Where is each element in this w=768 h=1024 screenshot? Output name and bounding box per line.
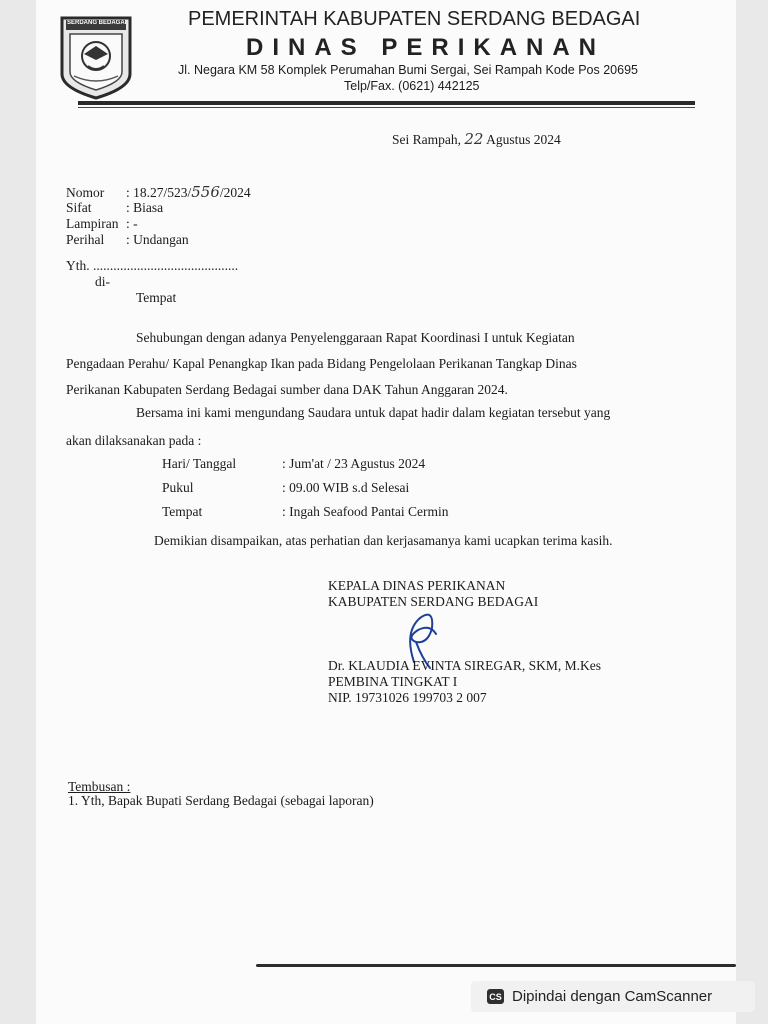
agency-name: DINAS PERIKANAN (246, 34, 606, 61)
recipient-yth: Yth. ........................................... (66, 258, 239, 273)
perihal-label: Perihal (66, 232, 105, 247)
sifat-row (66, 200, 163, 216)
nomor-number-handwritten: 556 (191, 183, 220, 201)
lampiran-value: : - (126, 216, 138, 231)
paragraph1-line3: Perikanan Kabupaten Serdang Bedagai sumber dana DAK Tahun Anggaran 2024. (66, 382, 508, 397)
regency-emblem-logo (58, 14, 134, 100)
paragraph2-line2: akan dilaksanakan pada : (66, 433, 202, 448)
detail-value: : 09.00 WIB s.d Selesai (282, 480, 410, 495)
signer-title-2: KABUPATEN SERDANG BEDAGAI (328, 594, 539, 609)
logo-label: SERDANG BEDAGAI (67, 20, 127, 26)
date-place: Sei Rampah, (392, 132, 461, 147)
date-day-handwritten: 22 (464, 130, 484, 148)
paragraph2-line1: Bersama ini kami mengundang Saudara untuk dapat hadir dalam kegiatan tersebut yang (136, 405, 611, 420)
nomor-row (66, 183, 251, 201)
detail-label: Tempat (162, 504, 203, 519)
perihal-row (66, 232, 189, 248)
recipient-tempat: Tempat (136, 290, 177, 305)
tembusan-label: Tembusan : (68, 779, 131, 794)
letter-date (392, 130, 561, 148)
detail-label: Pukul (162, 480, 194, 495)
signer-nip: NIP. 19731026 199703 2 007 (328, 690, 487, 705)
camscanner-icon: CS (487, 989, 504, 1004)
nomor-label: Nomor (66, 185, 105, 200)
header-divider-thick (78, 101, 695, 105)
detail-value: : Jum'at / 23 Agustus 2024 (282, 456, 426, 471)
lampiran-label: Lampiran (66, 216, 119, 231)
agency-phone: Telp/Fax. (0621) 442125 (344, 79, 480, 93)
perihal-value: : Undangan (126, 232, 189, 247)
paragraph1-line2: Pengadaan Perahu/ Kapal Penangkap Ikan pada Bidang Pengelolaan Perikanan Tangkap Dinas (66, 356, 577, 371)
signer-name: Dr. KLAUDIA EVINTA SIREGAR, SKM, M.Kes (328, 658, 602, 673)
date-month-year: Agustus 2024 (486, 132, 561, 147)
paragraph1-line1: Sehubungan dengan adanya Penyelenggaraan Rapat Koordinasi I untuk Kegiatan (136, 330, 575, 345)
detail-label: Hari/ Tanggal (162, 456, 237, 471)
camscanner-watermark (471, 981, 755, 1012)
closing-sentence: Demikian disampaikan, atas perhatian dan kerjasamanya kami ucapkan terima kasih. (154, 533, 613, 548)
detail-row (162, 504, 448, 520)
agency-address: Jl. Negara KM 58 Komplek Perumahan Bumi Sergai, Sei Rampah Kode Pos 20695 (178, 63, 638, 77)
sifat-label: Sifat (66, 200, 92, 215)
letter-page (36, 0, 736, 1024)
sifat-value: : Biasa (126, 200, 164, 215)
page-bottom-edge (256, 964, 736, 967)
camscanner-label: Dipindai dengan CamScanner (512, 988, 713, 1005)
detail-row (162, 480, 409, 496)
detail-row (162, 456, 425, 472)
lampiran-row (66, 216, 138, 232)
nomor-suffix: /2024 (219, 185, 251, 200)
signer-rank: PEMBINA TINGKAT I (328, 674, 458, 689)
nomor-prefix: : 18.27/523/ (126, 185, 192, 200)
header-divider-thin (78, 107, 695, 108)
tembusan-item: 1. Yth, Bapak Bupati Serdang Bedagai (sebagai laporan) (68, 793, 374, 808)
government-name: PEMERINTAH KABUPATEN SERDANG BEDAGAI (188, 8, 641, 30)
detail-value: : Ingah Seafood Pantai Cermin (282, 504, 449, 519)
signer-title-1: KEPALA DINAS PERIKANAN (328, 578, 506, 593)
recipient-di: di- (95, 274, 110, 289)
